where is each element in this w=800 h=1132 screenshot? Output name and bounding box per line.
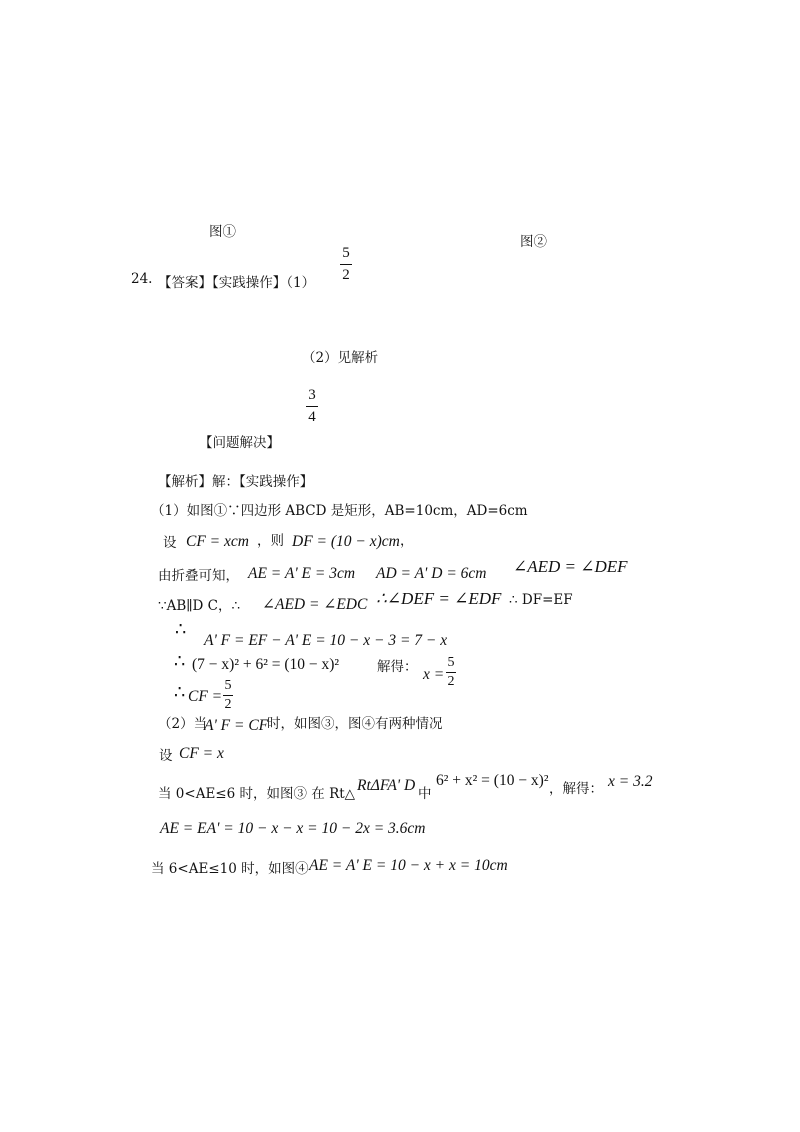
fold-expression-ad: AD = A' D = 6cm: [376, 565, 487, 582]
fraction-bar: [340, 264, 352, 265]
question-number: 24.: [131, 271, 153, 287]
parallel-label: ∵AB∥D C，∴: [158, 598, 241, 614]
solve-x-label: x =: [423, 666, 445, 683]
part2-let-label: 设: [159, 748, 173, 764]
case1-ae-expression: AE = EA' = 10 − x − x = 10 − 2x = 3.6cm: [160, 820, 426, 837]
therefore-symbol: ∴: [175, 619, 187, 640]
then-expression: DF = (10 − x)cm: [292, 533, 400, 550]
let-label: 设: [163, 535, 177, 551]
then-label: ，则: [257, 533, 284, 549]
fraction-denominator: 2: [224, 697, 232, 712]
part1-intro: （1）如图①∵四边形 ABCD 是矩形，AB=10cm，AD=6cm: [151, 503, 528, 519]
fraction-denominator: 2: [342, 267, 350, 283]
fraction-denominator: 4: [308, 409, 316, 425]
answer-2-text: （2）见解析: [302, 350, 379, 366]
case2-label: 当 6<AE≤10 时，如图④: [151, 861, 309, 877]
af-expression: A' F = EF − A' E = 10 − x − 3 = 7 − x: [204, 632, 448, 649]
fold-expression-angle: ∠AED = ∠DEF: [513, 557, 628, 576]
problem-solving-tag: 【问题解决】: [199, 435, 280, 451]
fraction-numerator: 5: [224, 678, 232, 693]
case1-x-value: x = 3.2: [608, 773, 653, 790]
case2-expression: AE = A' E = 10 − x + x = 10cm: [309, 857, 508, 874]
answer-tags: 【答案】【实践操作】（1）: [158, 275, 316, 291]
cf-therefore: ∴: [174, 682, 186, 703]
part2-when-label: （2）当: [158, 716, 208, 732]
let-expression: CF = xcm: [186, 533, 249, 550]
fraction-numerator: 5: [342, 245, 350, 261]
solve-fraction: [446, 656, 456, 689]
conclusion-df-ef: ∴ DF=EF: [509, 592, 573, 608]
case1-solve-label: ，解得：: [549, 781, 603, 797]
cf-label: CF =: [188, 688, 223, 705]
fraction-denominator: 2: [447, 674, 455, 689]
fraction-numerator: 5: [447, 655, 455, 670]
parallel-expression: ∠AED = ∠EDC: [262, 596, 368, 613]
fraction-bar: [223, 695, 233, 696]
case1-triangle: RtΔFA' D: [357, 777, 416, 794]
fold-label: 由折叠可知，: [158, 568, 239, 584]
therefore-expression: ∴∠DEF = ∠EDF: [376, 589, 502, 608]
cf-fraction: [223, 679, 233, 712]
equation-expression: (7 − x)² + 6² = (10 − x)²: [192, 656, 340, 673]
figure-2-label: 图②: [520, 234, 547, 250]
fraction-bar: [306, 406, 318, 407]
case1-label: 当 0<AE≤6 时，如图③ 在 Rt△: [158, 786, 356, 802]
eq-therefore: ∴: [174, 651, 186, 672]
figure-1-label: 图①: [209, 224, 236, 240]
part2-when-expression: A' F = CF: [204, 717, 269, 734]
analysis-tag: 【解析】解：【实践操作】: [158, 474, 314, 490]
solve-label: 解得：: [377, 659, 418, 675]
case1-equation: 6² + x² = (10 − x)²: [436, 772, 549, 789]
part2-when-rest: 时，如图③，图④有两种情况: [267, 716, 443, 732]
answer-1-fraction: [340, 246, 352, 283]
case1-middle: 中: [418, 786, 432, 802]
fraction-bar: [446, 672, 456, 673]
fraction-numerator: 3: [308, 387, 316, 403]
fold-expression-ae: AE = A' E = 3cm: [248, 565, 356, 582]
answer-3-fraction: [306, 388, 318, 425]
then-comma: ，: [400, 533, 414, 549]
part2-let-expression: CF = x: [179, 745, 224, 762]
